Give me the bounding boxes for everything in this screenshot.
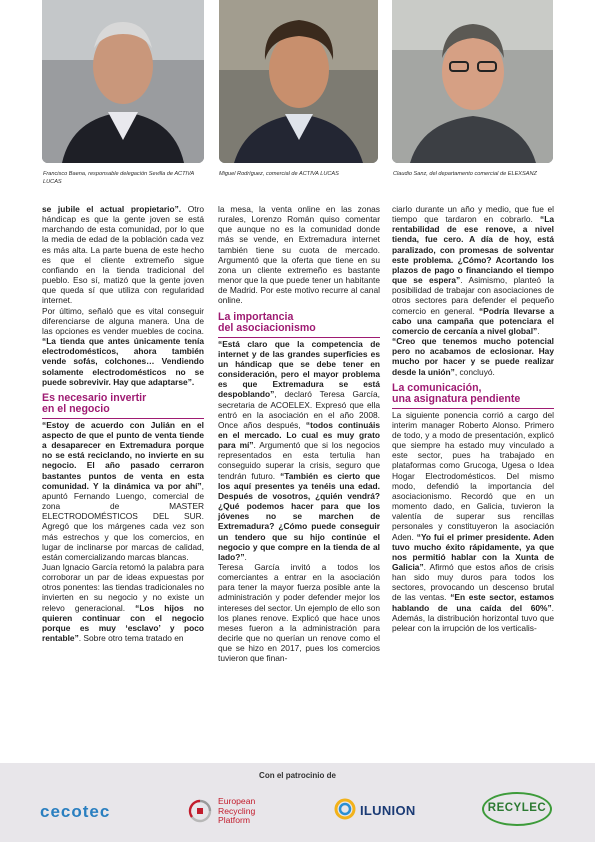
quote: “La tienda que antes únicamente tenía electrodomésticos, ahora también vende sofás, colchones… Vendiendo solamente electrodomésticos no se puede sobrevivir. Hay que adaptarse”. bbox=[42, 336, 204, 387]
photo-caption: Francisco Baena, responsable delegación Sevilla de ACTIVA LUCAS bbox=[43, 171, 195, 185]
logo-text-line: European bbox=[218, 796, 256, 806]
paragraph bbox=[392, 336, 554, 377]
paragraph: Teresa García invitó a todos los comerciantes a entrar en la asociación para tener la mayor fuerza posible ante la administración y poder defender mejor los intereses del sector. Un ejemplo de ello son los planes renove. Explicó que hace unos meses fueron a la administración para decirle que no querían un renove como el que se hizo en 2017, pues los comercios tuvieron que finan- bbox=[218, 562, 381, 664]
quote: “Está claro que la competencia de internet y de las grandes superficies es un hándicap que se debe tener en consideración, pero el mayor problema es que Extremadura se está despoblando” bbox=[218, 338, 380, 400]
text: Otro hándicap es que la gente joven se está marchando de esta comunidad, por lo que la media de edad de la población cada vez es más alta. La parte buena de este hecho es que el cliente extremeño sigue confiando en la tienda tradicional del pueblo. Eso sí, matizó que la gente joven que queda sí que utiliza con regularidad internet. bbox=[42, 204, 204, 306]
recycle-icon bbox=[188, 799, 212, 823]
quote: “En este sector, estamos hablando de una caída del 60%” bbox=[392, 592, 554, 613]
ilunion-ring-icon bbox=[334, 798, 356, 820]
quote: “Podría llevarse a cabo una campaña que potenciara el comercio de cercanía a nivel global” bbox=[392, 305, 554, 336]
paragraph bbox=[42, 562, 204, 643]
text: , declaró Teresa García, secretaria de ACOELEX. Expresó que ella entró en la asociación en el año 2008. Once años después, bbox=[218, 389, 380, 430]
subheading-rule bbox=[218, 337, 380, 338]
sponsor-title: Con el patrocinio de bbox=[259, 771, 336, 780]
cecotec-logo: cecotec bbox=[40, 802, 111, 821]
article-column-2 bbox=[218, 204, 380, 664]
article-column-3 bbox=[392, 204, 554, 633]
text: . Afirmó que estos años de crisis han sido muy duros para todos los sectores, provocando un descenso brutal de las ventas. bbox=[392, 562, 554, 603]
recylec-logo-text: RECYLEC bbox=[487, 802, 547, 814]
text: Por último, señaló que es vital conseguir diferenciarse de alguna manera. Una de las opciones es vender muebles de cocina. bbox=[42, 305, 204, 336]
text: . bbox=[537, 325, 540, 336]
subheading-line: del asociacionismo bbox=[218, 322, 316, 335]
photo-caption: Miguel Rodríguez, comercial de ACTIVA LUCAS bbox=[219, 171, 339, 177]
logo-text-line: Recycling bbox=[218, 805, 256, 816]
logo-text-line: Platform bbox=[218, 815, 250, 825]
article-column-1 bbox=[42, 204, 204, 643]
quote: “También es cierto que los aquí presentes ya tenéis una edad. Después de vosotros, ¿quién vendrá? ¿Qué podemos hacer para que los jóvenes no se marchen de Extremadura? ¿Cómo puede conseguir un tendero que su hijo continúe el negocio y que compre en la tienda de al lado?” bbox=[218, 470, 380, 562]
recylec-logo bbox=[482, 792, 554, 828]
section-subheading bbox=[42, 393, 204, 416]
paragraph bbox=[392, 410, 554, 633]
quote: “Los hijos no quieren continuar con el negocio porque es muy ‘esclavo’ y poco rentable” bbox=[42, 602, 204, 644]
subheading-rule bbox=[42, 418, 204, 419]
paragraph bbox=[392, 204, 554, 336]
subheading-line: La importancia bbox=[218, 310, 294, 323]
text: . Asimismo, planteó la posibilidad de trabajar con asociaciones de otros sectores para defender el pequeño comercio en general. bbox=[392, 275, 554, 316]
subheading-line: una asignatura pendiente bbox=[392, 393, 521, 406]
paragraph bbox=[42, 306, 204, 387]
section-subheading bbox=[218, 312, 380, 335]
text: . Además, la distribución horizontal tuvo que pelear con la irrupción de los verticalis- bbox=[392, 602, 554, 633]
photo-francisco-baena bbox=[42, 0, 204, 163]
text: , concluyó. bbox=[454, 366, 495, 377]
subheading-rule bbox=[392, 408, 554, 409]
quote: “Estoy de acuerdo con Julián en el aspecto de que el punto de venta tiende a desaparecer en Extremadura porque no se está reciclando, no invierte en su negocio. El año pasado cerraron bastantes puntos de venta en esta comunidad. Y la dinámica va por ahí” bbox=[42, 419, 204, 491]
text: , apuntó Fernando Luengo, comercial de zona de MASTER ELECTRODOMÉSTICOS DEL SUR. Agregó que los márgenes cada vez son más estrechos y que los comercios, en lugar de inclinarse por marcas de calidad, están comercializando marcas blancas. bbox=[42, 480, 204, 562]
photo-caption: Claudio Sanz, del departamento comercial de ELEXSANZ bbox=[393, 171, 537, 177]
text: . bbox=[244, 551, 247, 562]
paragraph: la mesa, la venta online en las zonas rurales, Lorenzo Román quiso comentar que aunque no es la comunidad donde más se vende, en Extremadura internet también tiene su cuota de mercado. Argumentó que la oferta que tiene en su zona un cliente extremeño es bastante menor que la que puede tener un habitante de Madrid. Por este motivo recurre al canal online. bbox=[218, 204, 380, 306]
text: ciarlo durante un año y medio, que fue el tiempo que tardaron en cobrarlo. bbox=[392, 204, 554, 225]
section-subheading bbox=[392, 383, 554, 406]
paragraph bbox=[42, 204, 204, 306]
photo-miguel-rodriguez bbox=[219, 0, 378, 163]
quote: “todos continuáis en el mercado. Lo cual es muy grato para mí” bbox=[218, 419, 381, 451]
text: . Sobre otro tema tratado en bbox=[78, 633, 184, 644]
quote: “La rentabilidad de ese renove, a nivel tienda, fue cero. A día de hoy, está paralizado, con promesas de solventar este problema. ¿Cómo? Acortando los plazos de pago o financiando el tiempo que se espera” bbox=[392, 214, 554, 286]
subheading-line: La comunicación, bbox=[392, 381, 482, 394]
text: La siguiente ponencia corrió a cargo del interim manager Roberto Alonso. Primero de todo, y a modo de presentación, explicó que siempre ha estado muy vinculado a este sector, pues ha trabajado en plataformas como Grucoga, Ugesa o Idea Hogar Electrodomésticos. Del mismo modo, defendió la importancia del asociacionismo. Recordó que en un momento dado, en Galicia, tuvieron la valentía de superar sus rencillas personales y constituyeron la asociación Aden. bbox=[392, 409, 554, 542]
ilunion-logo-text: ILUNION bbox=[360, 803, 416, 818]
quote: se jubile el actual propietario”. bbox=[42, 204, 182, 214]
subheading-line: en el negocio bbox=[42, 403, 110, 416]
quote: “Creo que tenemos mucho potencial pero no acabamos de eclosionar. Hay mucho por hacer y se puede realizar desde la unión” bbox=[392, 336, 554, 377]
paragraph bbox=[42, 420, 204, 562]
photo-claudio-sanz bbox=[392, 0, 553, 163]
text: Juan Ignacio García retomó la palabra para corroborar un par de ideas expuestas por otros ponentes: las tiendas tradicionales no invierten en su negocio y no existe un relevo generacional. bbox=[42, 562, 204, 613]
paragraph bbox=[218, 339, 380, 562]
quote: “Yo fui el primer presidente. Aden tuvo mucho éxito rápidamente, ya que nos permitió hablar con la Xunta de Galicia” bbox=[392, 531, 554, 572]
subheading-line: Es necesario invertir bbox=[42, 391, 147, 404]
text: . Argumentó que si los negocios representados en esta tertulia han conseguido superar la crisis, seguro que tendrán futuro. bbox=[218, 440, 380, 481]
